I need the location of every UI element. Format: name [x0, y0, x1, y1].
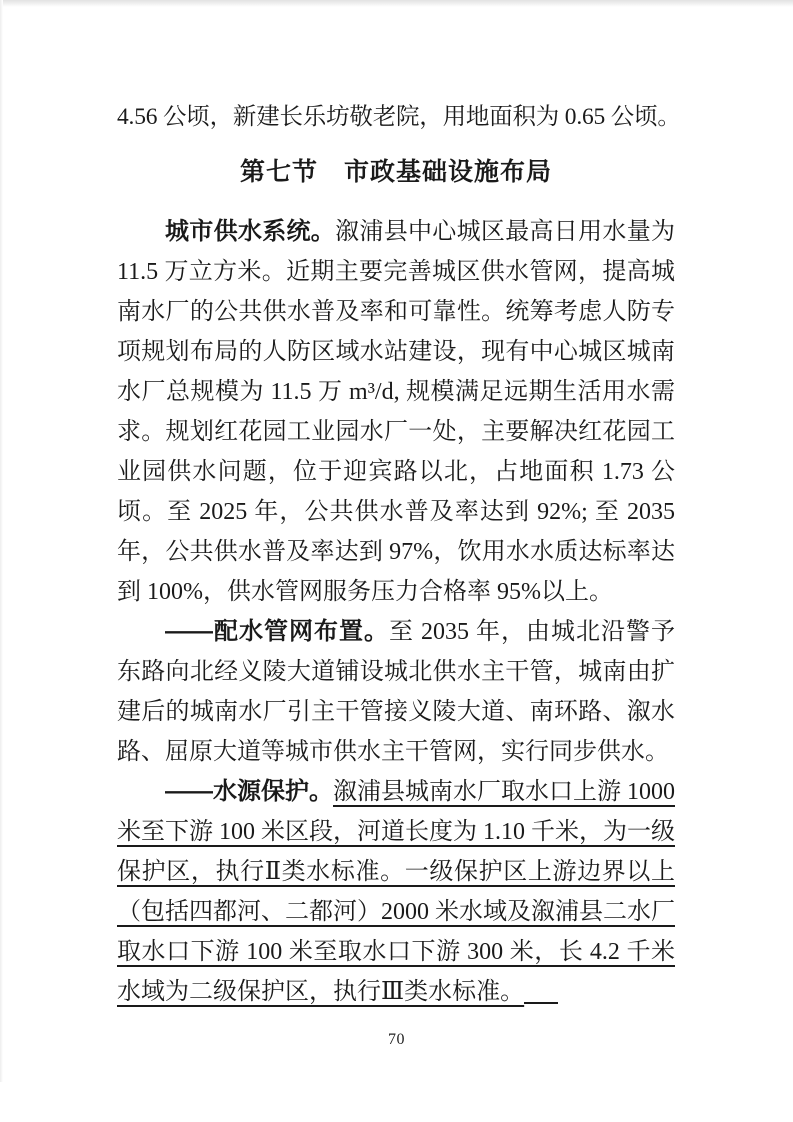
paragraph	[117, 212, 675, 612]
text-run: 城市供水系统。	[165, 218, 336, 245]
page-number: 70	[388, 1031, 405, 1048]
text-run: ——配水管网布置。	[165, 618, 389, 645]
text-run: ——水源保护。	[165, 778, 333, 805]
text-run: 溆浦县中心城区最高日用水量为 11.5 万立方米。近期主要完善城区供水管网，提高城南水厂的公共供水普及率和可靠性。统筹考虑人防专项规划布局的人防区域水站建设，现有中心城区城南水厂总规模为 11.5 万 m³/d, 规模满足远期生活用水需求。规划红花园工业园水厂一处，主要解决红花园工业园供水问题，位于迎宾路以北，占地面积 1.73 公顷。至 2025 年，公共供水普及率达到 92%; 至 2035 年，公共供水普及率达到 97%，饮用水水质达标率达到 100%，供水管网服务压力合格率 95%以上。	[117, 219, 676, 605]
text-run: 溆浦县城南水厂取水口上游 1000 米至下游 100 米区段，河道长度为 1.10 千米，为一级保护区，执行Ⅱ类水标准。一级保护区上游边界以上（包括四都河、二都河）2000 米水域及溆浦县二水厂取水口下游 100 米至取水口下游 300 米，长 4.2 千米水域为二级保护区，执行Ⅲ类水标准。	[117, 779, 675, 1005]
paragraph	[117, 612, 675, 772]
section-heading: 第七节 市政基础设施布局	[239, 158, 552, 186]
continuation-paragraph: 4.56 公顷，新建长乐坊敬老院，用地面积为 0.65 公顷。	[117, 104, 681, 130]
text-run: 至 2035 年，由城北沿警予东路向北经义陵大道铺设城北供水主干管，城南由扩建后的城南水厂引主干管接义陵大道、南环路、溆水路、屈原大道等城市供水主干管网，实行同步供水。	[117, 619, 675, 765]
underline-tail	[524, 978, 558, 1004]
paragraph	[117, 772, 675, 1012]
body-paragraphs	[117, 212, 675, 1012]
